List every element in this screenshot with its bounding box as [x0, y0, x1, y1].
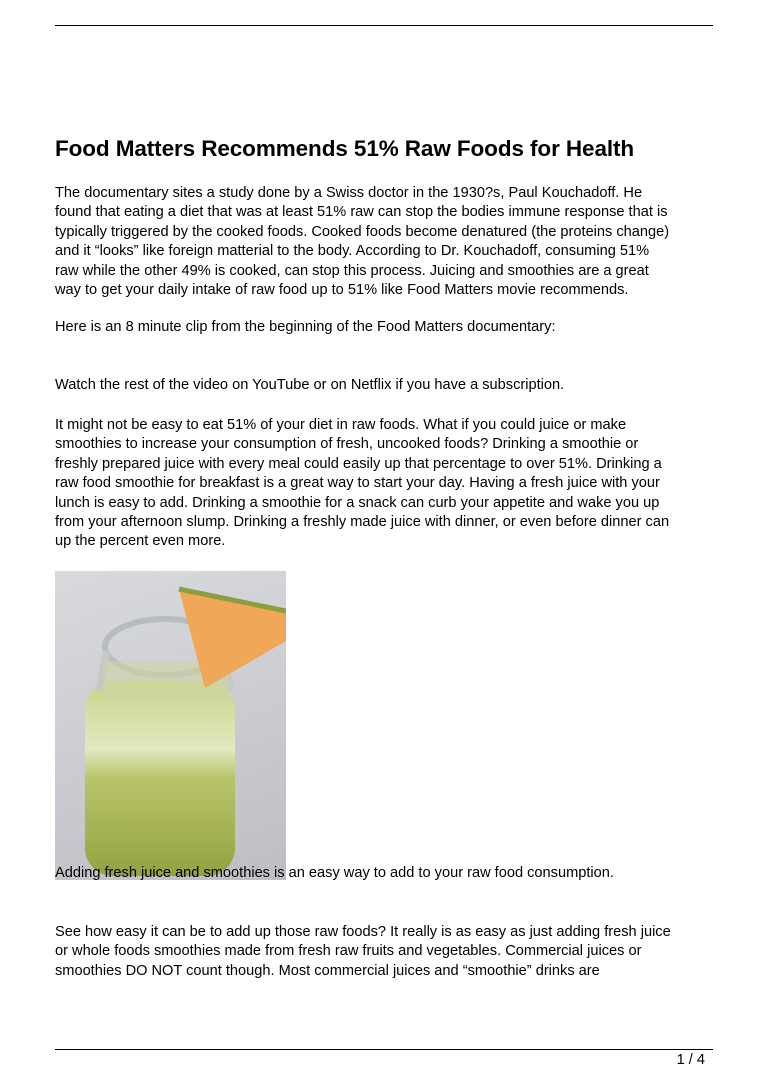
text-line: It might not be easy to eat 51% of your diet in raw foods. What if you could juice or make: [55, 417, 627, 433]
text-line: smoothies DO NOT count though. Most commercial juices and “smoothie” drinks are: [55, 962, 600, 979]
page-number: 1 / 4: [676, 1052, 705, 1068]
page-title: Food Matters Recommends 51% Raw Foods for Health: [55, 136, 635, 161]
text-line: freshly prepared juice with every meal could easily up that percentage to over 51%. Drinking a: [55, 455, 662, 472]
photo-caption: Adding fresh juice and smoothies is an easy way to add to your raw food consumption.: [55, 865, 614, 881]
text-line: See how easy it can be to add up those raw foods? It really is as easy as just adding fresh juice: [55, 924, 671, 940]
paragraph-watch: [55, 376, 725, 395]
top-rule: [55, 25, 713, 26]
paragraph-intro: [55, 184, 725, 300]
text-line: way to get your daily intake of raw food up to 51% like Food Matters movie recommends.: [55, 282, 629, 299]
text-line: typically triggered by the cooked foods. Cooked foods become denatured (the proteins change): [55, 223, 670, 240]
juice-jar-photo: [55, 571, 286, 880]
text-line: smoothies to increase your consumption of fresh, uncooked foods? Drinking a smoothie or: [55, 436, 639, 453]
text-line: or whole foods smoothies made from fresh raw fruits and vegetables. Commercial juices or: [55, 943, 642, 960]
text-line: raw food smoothie for breakfast is a great way to start your day. Having a fresh juice with your: [55, 475, 660, 492]
text-line: up the percent even more.: [55, 533, 226, 550]
text-line: The documentary sites a study done by a Swiss doctor in the 1930?s, Paul Kouchadoff. He: [55, 185, 643, 201]
text-line: found that eating a diet that was at least 51% raw can stop the bodies immune response that is: [55, 204, 668, 221]
paragraph-smoothies: [55, 416, 725, 552]
text-line: raw while the other 49% is cooked, can stop this process. Juicing and smoothies are a great: [55, 262, 649, 279]
text-line: Here is an 8 minute clip from the beginning of the Food Matters documentary:: [55, 319, 556, 335]
paragraph-conclusion: [55, 923, 725, 981]
text-line: lunch is easy to add. Drinking a smoothie for a snack can curb your appetite and wake you up: [55, 494, 660, 511]
paragraph-clip: [55, 318, 725, 337]
bottom-rule: [55, 1049, 713, 1050]
text-line: Watch the rest of the video on YouTube or on Netflix if you have a subscription.: [55, 377, 565, 393]
text-line: from your afternoon slump. Drinking a freshly made juice with dinner, or even before dinner can: [55, 514, 670, 531]
text-line: and it “looks” like foreign matterial to the body. According to Dr. Kouchadoff, consuming 51%: [55, 243, 650, 260]
